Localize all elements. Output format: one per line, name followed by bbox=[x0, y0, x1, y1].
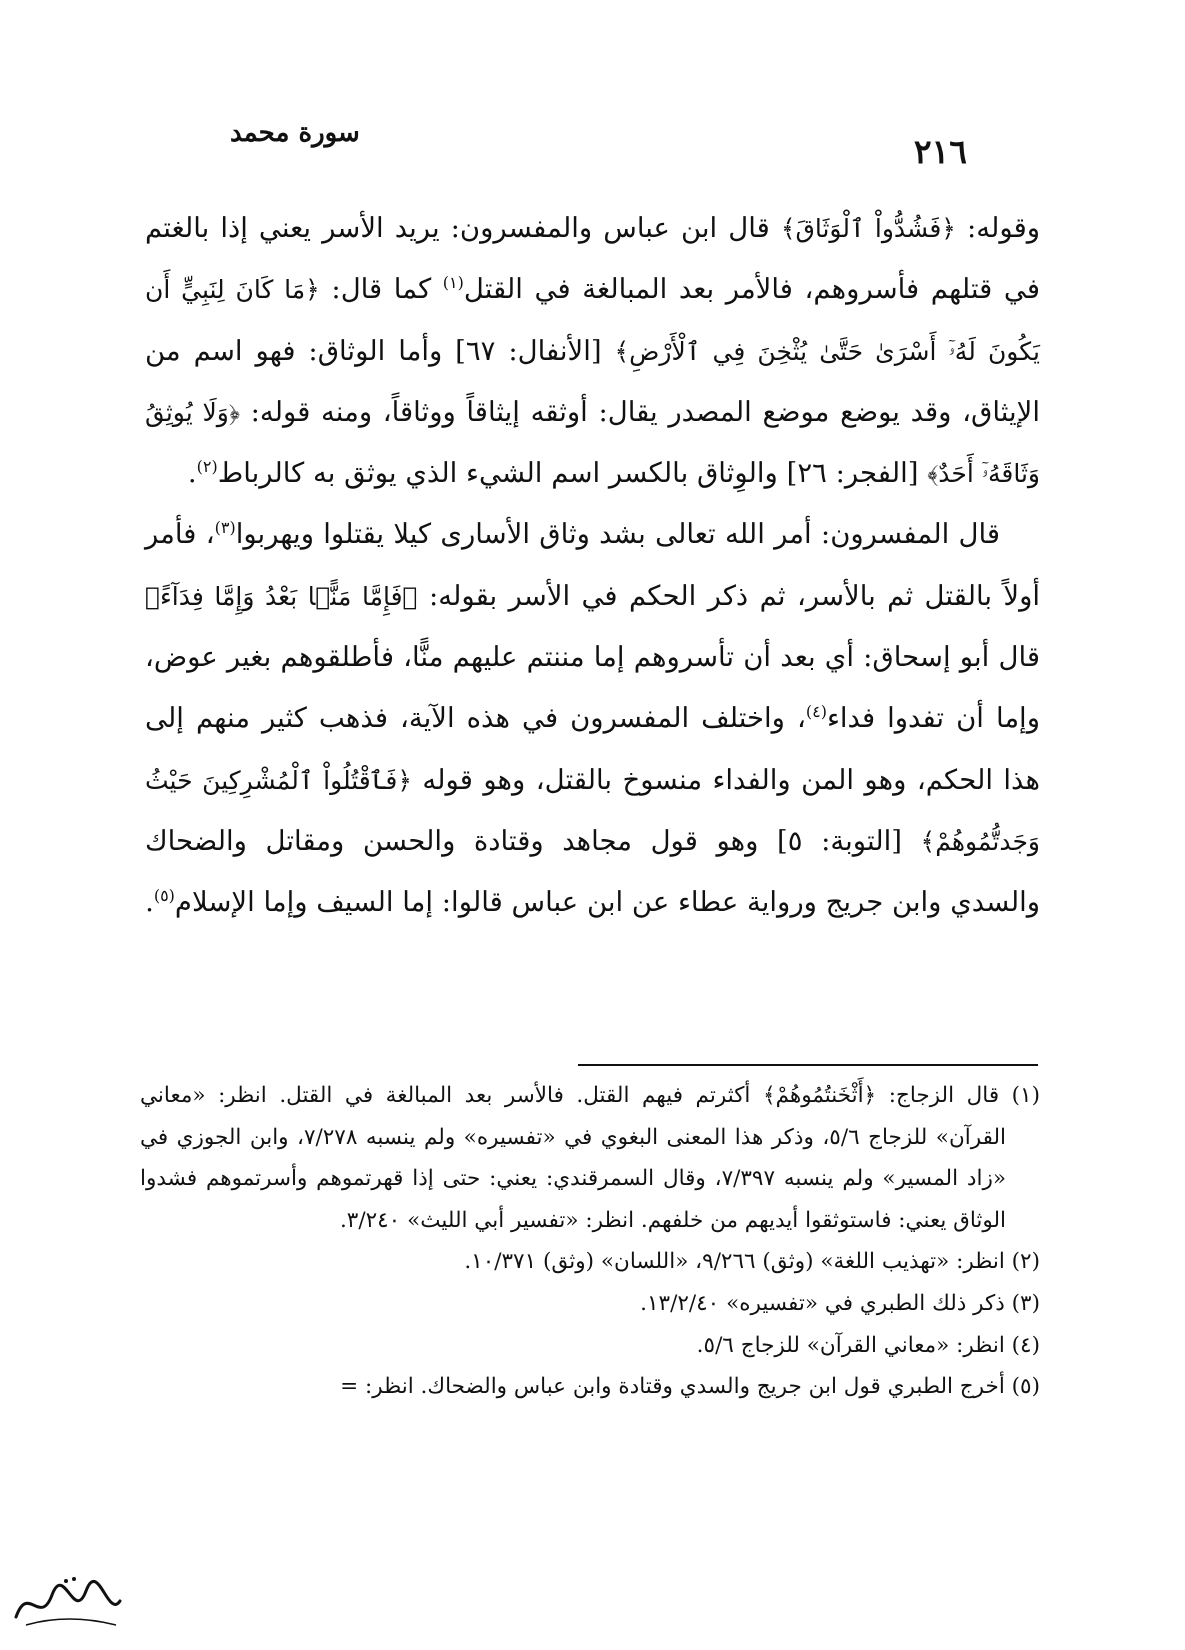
footnote-3: (٣) ذكر ذلك الطبري في «تفسيره» ١٣/٢/٤٠. bbox=[640, 1290, 1040, 1316]
surah-title: سورة محمد bbox=[230, 118, 360, 148]
quran-quote: ﴿مَا كَانَ لِنَبِيٍّ أَن يَكُونَ لَهُۥٓ أَسْرَىٰ حَتَّىٰ يُثْخِنَ فِي ٱلْأَرْضِ﴾ bbox=[145, 275, 1040, 366]
main-text bbox=[145, 198, 1040, 934]
paragraph-2: قال المفسرون: أمر الله تعالى بشد وثاق الأسارى كيلا يقتلوا ويهربوا$^{(٣)}$، فأمر أولاً بالقتل ثم بالأسر، ثم ذكر الحكم في الأسر بقوله: ﴿فَإِمَّا مَنًّۢا بَعْدُ وَإِمَّا فِدَآءً﴾ قال أبو إسحاق: أي بعد أن تأسروهم إما مننتم عليهم منًّا، فأطلقوهم بغير عوض، وإما أن تفدوا فداء$^{(٤)}$، واختلف المفسرون في هذه الآية، فذهب كثير منهم إلى هذا الحكم، وهو المن والفداء منسوخ بالقتل، وهو قوله ﴿فَٱقْتُلُواْ ٱلْمُشْرِكِينَ حَيْثُ وَجَدتُّمُوهُمْ﴾ [التوبة: ٥] وهو قول مجاهد وقتادة والحسن ومقاتل والضحاك والسدي وابن جريج ورواية عطاء عن ابن عباس قالوا: إما السيف وإما الإسلام$^{(٥)}$. bbox=[145, 518, 1040, 919]
publisher-logo-icon bbox=[8, 1565, 128, 1635]
footnote-ref-1[interactable]: (١) bbox=[442, 273, 464, 293]
quran-quote: ﴿فَشُدُّواْ ٱلْوَثَاقَ﴾ bbox=[780, 214, 956, 243]
quran-quote: ﴿فَإِمَّا مَنًّۢا بَعْدُ وَإِمَّا فِدَآءً﴾ bbox=[145, 581, 418, 611]
quran-quote: ﴿وَلَا يُوثِقُ وَثَاقَهُۥٓ أَحَدٌ﴾ bbox=[145, 397, 1040, 489]
footnote-5: (٥) أخرج الطبري قول ابن جريج والسدي وقتادة وابن عباس والضحاك. انظر: = bbox=[340, 1374, 1040, 1400]
footnote-ref-3[interactable]: (٣) bbox=[214, 518, 236, 538]
footnotes bbox=[140, 1075, 1040, 1408]
footnote-divider bbox=[578, 1064, 1038, 1066]
footnote-ref-2[interactable]: (٢) bbox=[196, 457, 218, 477]
paragraph-1: وقوله: ﴿فَشُدُّواْ ٱلْوَثَاقَ﴾ قال ابن عباس والمفسرون: يريد الأسر يعني إذا بالغتم في قتلهم فأسروهم، فالأمر بعد المبالغة في القتل$^{(١)}$ كما قال: ﴿مَا كَانَ لِنَبِيٍّ أَن يَكُونَ لَهُۥٓ أَسْرَىٰ حَتَّىٰ يُثْخِنَ فِي ٱلْأَرْضِ﴾ [الأنفال: ٦٧] وأما الوثاق: فهو اسم من الإيثاق، وقد يوضع موضع المصدر يقال: أوثقه إيثاقاً ووثاقاً، ومنه قوله: ﴿وَلَا يُوثِقُ وَثَاقَهُۥٓ أَحَدٌ﴾ [الفجر: ٢٦] والوِثاق بالكسر اسم الشيء الذي يوثق به كالرباط$^{(٢)}$. bbox=[145, 212, 1040, 490]
footnote-2: (٢) انظر: «تهذيب اللغة» (وثق) ٩/٢٦٦، «اللسان» (وثق) ١٠/٣٧١. bbox=[464, 1249, 1040, 1275]
page-number: ٢١٦ bbox=[913, 132, 967, 171]
footnote-ref-4[interactable]: (٤) bbox=[805, 702, 827, 722]
footnote-1: (١) قال الزجاج: ﴿أَثْخَنتُمُوهُمْ﴾ أكثرتم فيهم القتل. فالأسر بعد المبالغة في القتل. انظر: «معاني القرآن» للزجاج ٥/٦، وذكر هذا المعنى البغوي في «تفسيره» ولم ينسبه ٧/٢٧٨، وابن الجوزي في «زاد المسير» ولم ينسبه ٧/٣٩٧، وقال السمرقندي: يعني: حتى إذا قهرتموهم وأسرتموهم فشدوا الوثاق يعني: فاستوثقوا أيديهم من خلفهم. انظر: «تفسير أبي الليث» ٣/٢٤٠. bbox=[140, 1083, 1040, 1233]
footnote-4: (٤) انظر: «معاني القرآن» للزجاج ٥/٦. bbox=[696, 1332, 1040, 1358]
quran-quote: ﴿فَٱقْتُلُواْ ٱلْمُشْرِكِينَ حَيْثُ وَجَدتُّمُوهُمْ﴾ bbox=[145, 765, 1040, 856]
footnote-ref-5[interactable]: (٥) bbox=[153, 886, 175, 906]
